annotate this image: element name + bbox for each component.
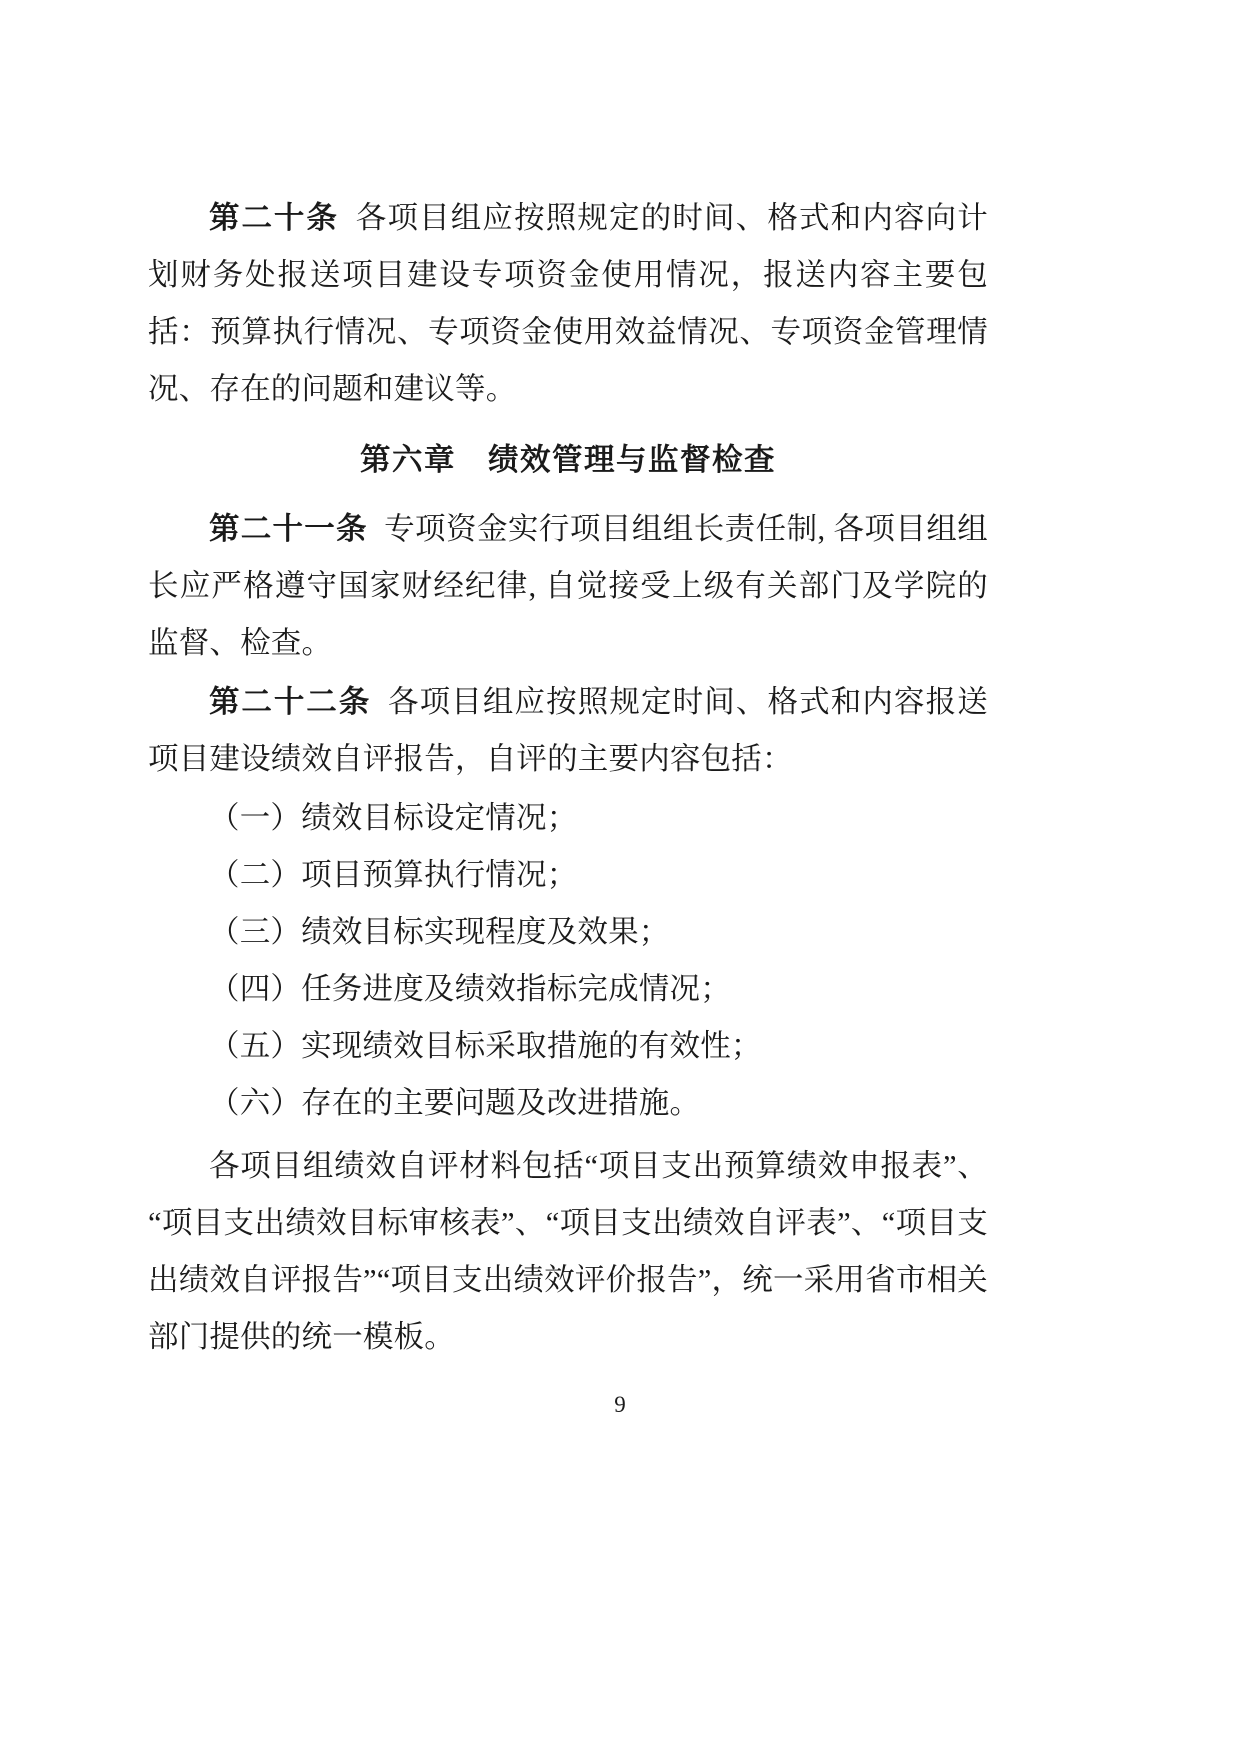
page-number: 9 [614,1392,626,1417]
paragraph-article-21 [148,501,988,672]
list-item: （四）任务进度及绩效指标完成情况； [209,972,731,1006]
list-item: （三）绩效目标实现程度及效果； [209,915,670,949]
paragraph-article-22 [148,674,988,788]
article-number-21: 第二十一条 [209,512,368,546]
paragraph-article-20 [148,190,988,418]
list-item: （一）绩效目标设定情况； [209,801,578,835]
list-item: （六）存在的主要问题及改进措施。 [209,1086,701,1120]
list-item: （五）实现绩效目标采取措施的有效性； [209,1029,762,1063]
paragraph-closing: 各项目组绩效自评材料包括“项目支出预算绩效申报表”、“项目支出绩效目标审核表”、“项目支出绩效自评表”、“项目支出绩效自评报告”“项目支出绩效评价报告”，统一采用省市相关部门提供的统一模板。 [148,1149,988,1354]
article-text-22: 各项目组应按照规定时间、格式和内容报送项目建设绩效自评报告，自评的主要内容包括： [148,685,988,776]
article-text-20: 各项目组应按照规定的时间、格式和内容向计划财务处报送项目建设专项资金使用情况，报送内容主要包括：预算执行情况、专项资金使用效益情况、专项资金管理情况、存在的问题和建议等。 [148,201,989,406]
article-number-22: 第二十二条 [209,685,372,719]
article-text-21: 专项资金实行项目组组长责任制, 各项目组组长应严格遵守国家财经纪律, 自觉接受上级有关部门及学院的监督、检查。 [148,512,988,660]
chapter-heading: 第六章 绩效管理与监督检查 [360,443,776,477]
article-number-20: 第二十条 [209,201,339,235]
document-body [148,190,988,1368]
list-item: （二）项目预算执行情况； [209,858,578,892]
